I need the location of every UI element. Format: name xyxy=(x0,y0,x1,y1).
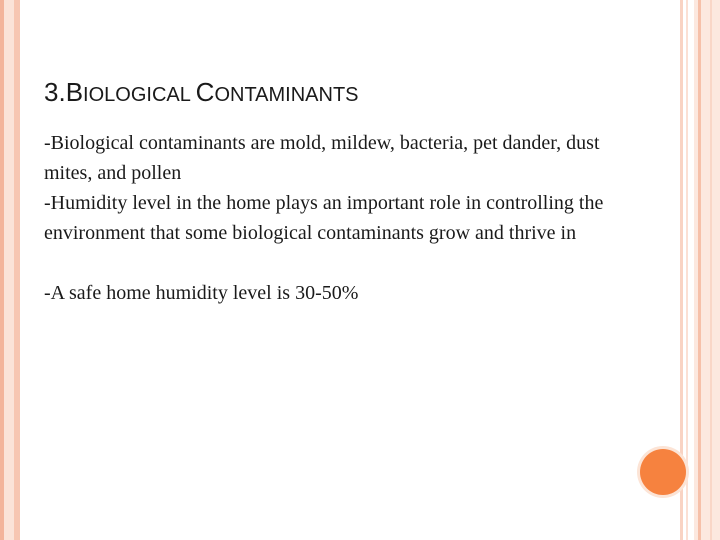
left-decorative-border xyxy=(0,0,20,540)
slide-title xyxy=(44,74,359,113)
title-prefix: 3. xyxy=(44,77,66,107)
title-rest-contaminants: ONTAMINANTS xyxy=(214,84,359,106)
body-paragraph-safe-humidity: -A safe home humidity level is 30-50% xyxy=(44,282,359,304)
body-paragraph-humidity-role: -Humidity level in the home plays an important role in controlling the environment that some biological contaminants grow and thrive in xyxy=(44,192,604,244)
slide-body xyxy=(44,128,624,308)
stripe xyxy=(710,0,712,540)
right-decorative-stripes xyxy=(680,0,720,540)
body-paragraph-contaminants-list: -Biological contaminants are mold, mildew, bacteria, pet dander, dust mites, and pollen xyxy=(44,132,600,184)
title-rest-biological: IOLOGICAL xyxy=(83,84,196,106)
title-initial-b: B xyxy=(65,77,84,107)
stripe xyxy=(686,0,688,540)
title-initial-c: C xyxy=(195,77,215,107)
stripe xyxy=(698,0,701,540)
accent-circle xyxy=(640,449,686,495)
